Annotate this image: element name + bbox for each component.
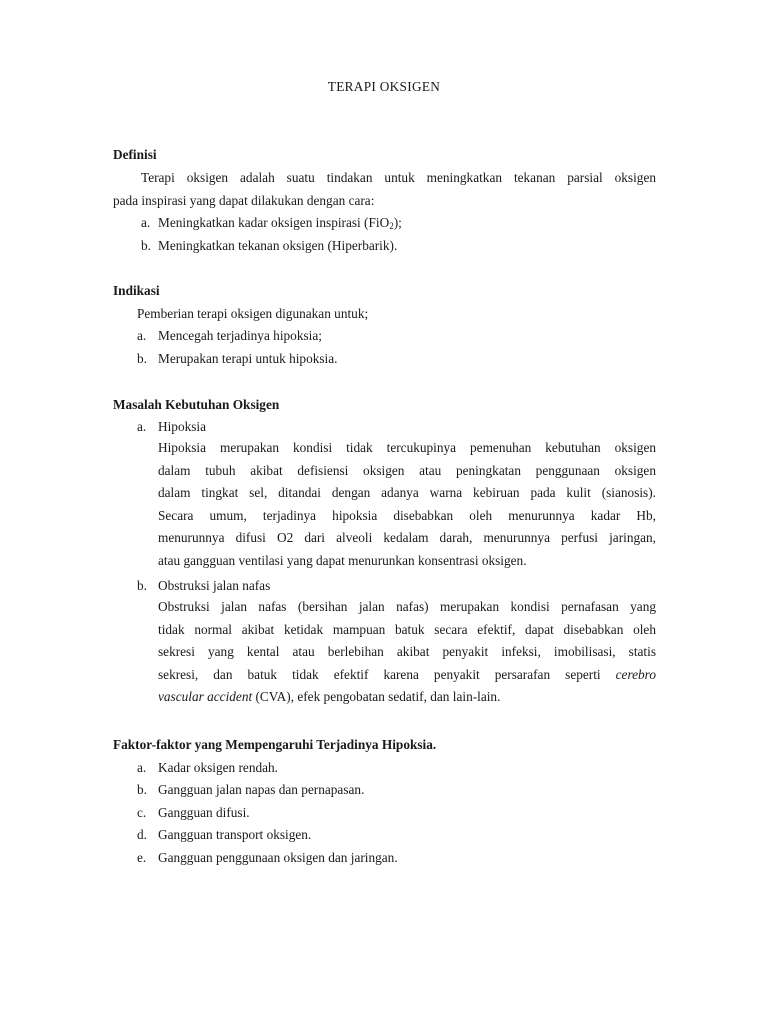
list-marker: d. <box>137 827 147 842</box>
list-marker: a. <box>137 760 147 775</box>
list-item-obstruksi-label: Obstruksi jalan nafas <box>158 578 271 593</box>
item-text: Meningkatkan kadar oksigen inspirasi (FiO <box>158 215 390 230</box>
paragraph-line: Obstruksi jalan nafas (bersihan jalan nafas) merupakan kondisi pernafasan yang <box>158 599 656 614</box>
list-marker: c. <box>137 805 147 820</box>
paragraph-line: tidak normal akibat ketidak mampuan batuk secara efektif, dapat disebabkan oleh <box>158 621 656 637</box>
list-marker: e. <box>137 850 147 865</box>
italic-term: vascular accident <box>158 689 253 705</box>
list-marker: b. <box>141 238 151 253</box>
definisi-intro-line2: pada inspirasi yang dapat dilakukan dengan cara: <box>113 193 375 208</box>
list-marker: a. <box>141 215 151 230</box>
list-item-definisi-b: Meningkatkan tekanan oksigen (Hiperbarik). <box>158 238 398 253</box>
list-marker: a. <box>137 328 147 343</box>
list-marker: b. <box>137 351 147 366</box>
line-text: (CVA), efek pengobatan sedatif, dan lain-lain. <box>252 689 501 705</box>
list-item-faktor-a: Kadar oksigen rendah. <box>158 760 278 775</box>
list-item-faktor-d: Gangguan transport oksigen. <box>158 827 312 842</box>
list-marker: b. <box>137 578 147 593</box>
hipoksia-paragraph <box>158 437 656 573</box>
list-marker: a. <box>137 419 147 434</box>
list-item-faktor-b: Gangguan jalan napas dan pernapasan. <box>158 782 365 797</box>
item-text: ); <box>393 215 402 230</box>
paragraph-line: dalam tingkat sel, ditandai dengan adanya warna kebiruan pada kulit (sianosis). <box>158 485 656 501</box>
heading-masalah: Masalah Kebutuhan Oksigen <box>113 397 280 412</box>
list-marker: b. <box>137 782 147 797</box>
list-item-indikasi-b: Merupakan terapi untuk hipoksia. <box>158 351 338 366</box>
paragraph-line: dalam tubuh akibat defisiensi oksigen atau peningkatan penggunaan oksigen <box>158 462 656 478</box>
heading-faktor: Faktor-faktor yang Mempengaruhi Terjadinya Hipoksia. <box>113 737 437 752</box>
definisi-intro-line1: Terapi oksigen adalah suatu tindakan untuk meningkatkan tekanan parsial oksigen <box>141 170 656 185</box>
list-item-faktor-c: Gangguan difusi. <box>158 805 250 820</box>
list-item-hipoksia-label: Hipoksia <box>158 419 207 434</box>
line-text: sekresi, dan batuk tidak efektif karena penyakit persarafan seperti <box>158 666 601 682</box>
paragraph-line <box>158 686 656 709</box>
paragraph-line: sekresi yang kental atau berlebihan akibat penyakit infeksi, imobilisasi, statis <box>158 644 656 660</box>
document-title: TERAPI OKSIGEN <box>327 79 441 94</box>
list-item-definisi-a <box>158 215 402 231</box>
paragraph-line: Secara umum, terjadinya hipoksia disebabkan oleh menurunnya kadar Hb, <box>158 507 656 523</box>
obstruksi-paragraph <box>158 596 656 709</box>
indikasi-intro: Pemberian terapi oksigen digunakan untuk; <box>137 306 369 321</box>
heading-indikasi: Indikasi <box>113 283 160 298</box>
list-item-indikasi-a: Mencegah terjadinya hipoksia; <box>158 328 322 343</box>
paragraph-line: menurunnya difusi O2 dari alveoli kedalam darah, menurunnya perfusi jaringan, <box>158 530 656 546</box>
subscript: 2 <box>389 221 394 231</box>
paragraph-line <box>158 664 656 687</box>
paragraph-line: Hipoksia merupakan kondisi tidak tercukupinya pemenuhan kebutuhan oksigen <box>158 440 656 455</box>
heading-definisi: Definisi <box>113 147 157 162</box>
paragraph-line: atau gangguan ventilasi yang dapat menurunkan konsentrasi oksigen. <box>158 552 527 568</box>
italic-term: cerebro <box>615 666 657 682</box>
list-item-faktor-e: Gangguan penggunaan oksigen dan jaringan. <box>158 850 398 865</box>
